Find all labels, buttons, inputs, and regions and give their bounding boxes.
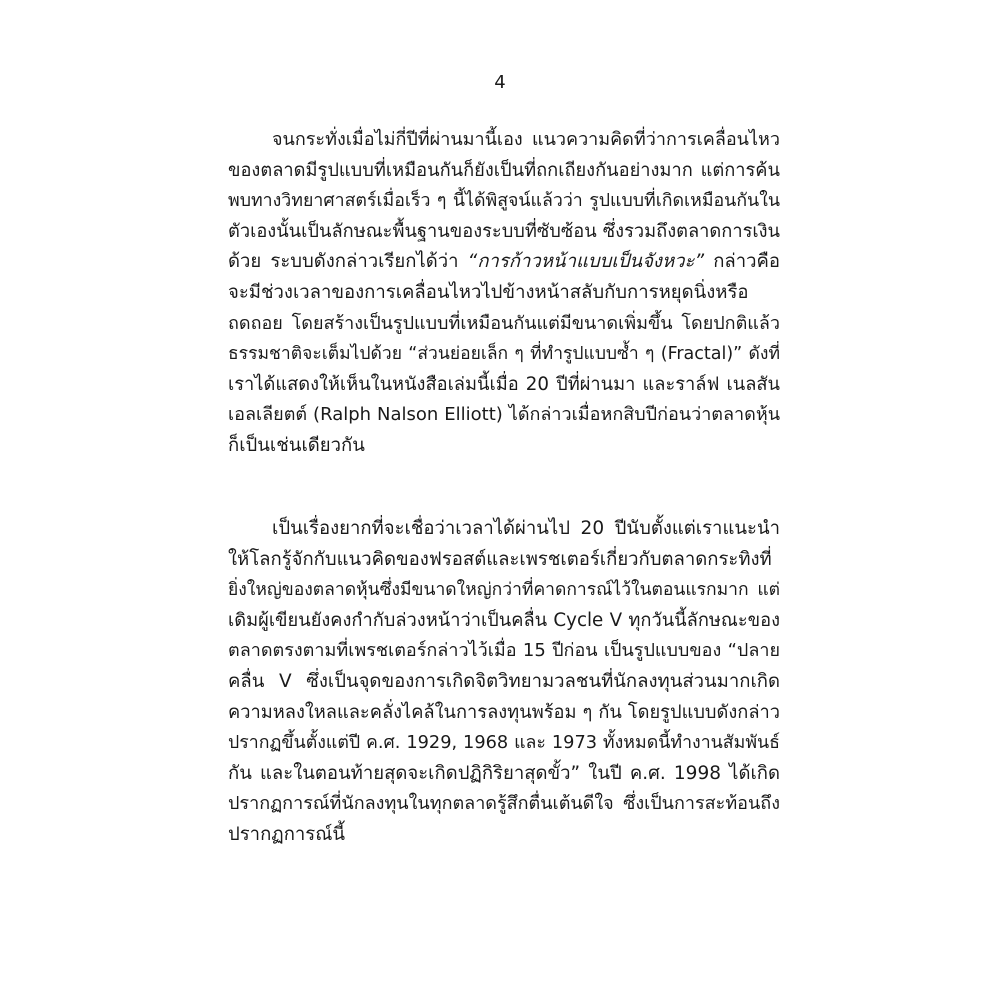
text-line: ยิ่งใหญ่ของตลาดหุ้นซึ่งมีขนาดใหญ่กว่าที่คาดการณ์ไว้ในตอนแรกมาก แต่ [228, 580, 780, 601]
text-line: ให้โลกรู้จักกับแนวคิดของฟรอสต์และเพรชเตอร์เกี่ยวกับตลาดกระทิงที่ [228, 548, 772, 570]
page-number: 4 [494, 72, 506, 93]
text-line: เราได้แสดงให้เห็นในหนังสือเล่มนี้เมื่อ 20 ปีที่ผ่านมา และราล์ฟ เนลสัน [228, 373, 780, 395]
text-line: เอลเลียตต์ (Ralph Nalson Elliott) ได้กล่าวเมื่อหกสิบปีก่อนว่าตลาดหุ้น [228, 404, 780, 426]
text-line: พบทางวิทยาศาสตร์เมื่อเร็ว ๆ นี้ได้พิสูจน์แล้วว่า รูปแบบที่เกิดเหมือนกันใน [228, 191, 780, 212]
text-line [228, 247, 780, 278]
text-line: กัน และในตอนท้ายสุดจะเกิดปฏิกิริยาสุดขั้ว” ในปี ค.ศ. 1998 ได้เกิด [228, 762, 780, 784]
text-line: เดิมผู้เขียนยังคงกำกับล่วงหน้าว่าเป็นคลื่น Cycle V ทุกวันนี้ลักษณะของ [228, 609, 780, 631]
paragraph-2 [228, 514, 780, 851]
text-line: เป็นเรื่องยากที่จะเชื่อว่าเวลาได้ผ่านไป 20 ปีนับตั้งแต่เราแนะนำ [272, 518, 780, 539]
text-line: ก็เป็นเช่นเดียวกัน [228, 434, 365, 456]
text-line: ธรรมชาติจะเต็มไปด้วย “ส่วนย่อยเล็ก ๆ ที่ทำรูปแบบซ้ำ ๆ (Fractal)” ดังที่ [228, 344, 780, 365]
text-line: ความหลงใหลและคลั่งไคล้ในการลงทุนพร้อม ๆ กัน โดยรูปแบบดังกล่าว [228, 701, 780, 723]
text-run: กล่าวคือ [704, 251, 780, 273]
text-run: ด้วย ระบบดังกล่าวเรียกได้ว่า [228, 251, 468, 273]
text-line: ปรากฏการณ์นี้ [228, 823, 346, 845]
text-line: จนกระทั่งเมื่อไม่กี่ปีที่ผ่านมานี้เอง แนวความคิดที่ว่าการเคลื่อนไหว [272, 129, 780, 150]
text-line: ปรากฏขึ้นตั้งแต่ปี ค.ศ. 1929, 1968 และ 1973 ทั้งหมดนี้ทำงานสัมพันธ์ [228, 733, 780, 754]
text-line: ถดถอย โดยสร้างเป็นรูปแบบที่เหมือนกันแต่มีขนาดเพิ่มขึ้น โดยปกติแล้ว [228, 312, 780, 334]
text-line: คลื่น V ซึ่งเป็นจุดของการเกิดจิตวิทยามวลชนที่นักลงทุนส่วนมากเกิด [228, 670, 780, 692]
paragraph-1 [228, 125, 780, 462]
text-line: จะมีช่วงเวลาของการเคลื่อนไหวไปข้างหน้าสลับกับการหยุดนิ่งหรือ [228, 281, 749, 303]
emphasized-term: “การก้าวหน้าแบบเป็นจังหวะ” [467, 251, 705, 273]
text-line: ของตลาดมีรูปแบบที่เหมือนกันก็ยังเป็นที่ถกเถียงกันอย่างมาก แต่การค้น [228, 159, 780, 181]
text-line: ปรากฏการณ์ที่นักลงทุนในทุกตลาดรู้สึกตื่นเต้นดีใจ ซึ่งเป็นการสะท้อนถึง [228, 793, 780, 815]
text-line: ตลาดตรงตามที่เพรชเตอร์กล่าวไว้เมื่อ 15 ปีก่อน เป็นรูปแบบของ “ปลาย [228, 640, 780, 662]
text-line: ตัวเองนั้นเป็นลักษณะพื้นฐานของระบบที่ซับซ้อน ซึ่งรวมถึงตลาดการเงิน [228, 220, 780, 242]
